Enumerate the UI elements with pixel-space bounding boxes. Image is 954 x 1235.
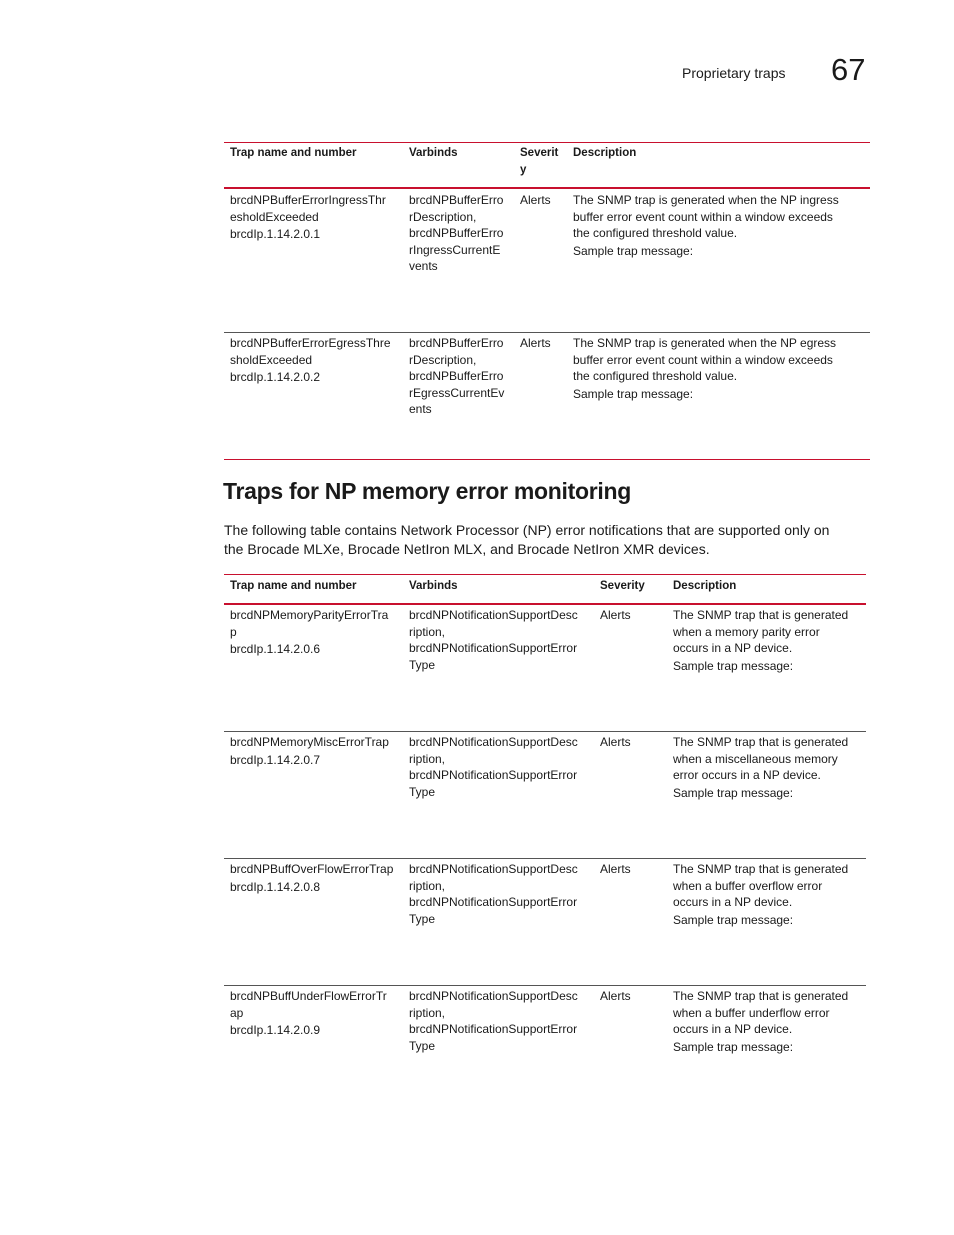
sample-trap-message-label: Sample trap message: (673, 785, 794, 800)
description-line: when a buffer overflow error (673, 878, 823, 893)
trap-name-cell (230, 988, 387, 1039)
varbind-line: Type (409, 657, 436, 672)
trap-name-line: brcdNPBufferErrorIngressThr (230, 193, 386, 207)
column-header-severity: Severity (600, 580, 645, 592)
trap-name-cell (230, 335, 391, 386)
trap-number: brcdIp.1.14.2.0.2 (230, 370, 321, 384)
description-cell (573, 192, 839, 259)
trap-number: brcdIp.1.14.2.0.6 (230, 642, 321, 656)
trap-name-line: sholdExceeded (230, 352, 313, 367)
varbind-line: brcdNPNotificationSupportError (409, 1022, 578, 1036)
table-row (224, 732, 866, 859)
varbind-line: brcdNPNotificationSupportError (409, 641, 578, 655)
intro-line: The following table contains Network Processor (NP) error notifications that are supported only on (224, 522, 830, 538)
trap-name-cell (230, 192, 386, 243)
column-header-name: Trap name and number (230, 147, 357, 159)
varbind-line: rEgressCurrentEv (409, 385, 505, 400)
header-line: Severit (520, 147, 559, 159)
header-line: y (520, 164, 527, 176)
trap-name-line: esholdExceeded (230, 209, 319, 224)
trap-name-line: brcdNPBufferErrorEgressThre (230, 336, 391, 350)
trap-name-cell (230, 607, 388, 658)
severity-cell: Alerts (520, 336, 551, 350)
varbind-line: ription, (409, 751, 446, 766)
chapter-number: 67 (831, 52, 866, 87)
trap-name-cell (230, 734, 389, 768)
varbind-line: rDescription, (409, 209, 477, 224)
description-line: The SNMP trap is generated when the NP ingress (573, 193, 839, 207)
varbind-line: ription, (409, 624, 446, 639)
description-line: when a miscellaneous memory (673, 751, 838, 766)
varbind-line: Type (409, 784, 436, 799)
varbinds-cell (409, 192, 503, 275)
varbinds-cell (409, 861, 578, 927)
column-header-severity (520, 145, 558, 179)
sample-trap-message-label: Sample trap message: (673, 1039, 794, 1054)
trap-name-line: brcdNPBuffUnderFlowErrorTr (230, 989, 387, 1003)
description-line: The SNMP trap that is generated (673, 735, 849, 749)
severity-cell: Alerts (600, 862, 631, 876)
sample-trap-message-label: Sample trap message: (573, 386, 694, 401)
column-header-description: Description (573, 147, 637, 159)
trap-name-line: ap (230, 1005, 244, 1020)
varbind-line: brcdNPNotificationSupportError (409, 895, 578, 909)
varbinds-cell (409, 335, 504, 418)
description-line: The SNMP trap is generated when the NP egress (573, 336, 837, 350)
varbind-line: rDescription, (409, 352, 477, 367)
varbind-line: Type (409, 911, 436, 926)
varbind-line: ents (409, 402, 432, 416)
description-line: occurs in a NP device. (673, 1022, 793, 1036)
description-line: The SNMP trap that is generated (673, 862, 849, 876)
description-cell (673, 988, 848, 1055)
trap-number: brcdIp.1.14.2.0.1 (230, 227, 321, 241)
sample-trap-message-label: Sample trap message: (573, 243, 694, 258)
trap-table-np-memory-errors (224, 574, 866, 1086)
varbind-line: brcdNPBufferErro (409, 369, 504, 383)
varbind-line: brcdNPBufferErro (409, 336, 504, 350)
sample-trap-message-label: Sample trap message: (673, 912, 794, 927)
description-line: when a buffer underflow error (673, 1005, 830, 1020)
severity-cell: Alerts (600, 608, 631, 622)
table-row (224, 859, 866, 986)
trap-name-cell (230, 861, 393, 895)
trap-number: brcdIp.1.14.2.0.8 (230, 879, 321, 894)
varbind-line: brcdNPBufferErro (409, 226, 504, 240)
varbind-line: brcdNPNotificationSupportDesc (409, 608, 578, 622)
severity-cell: Alerts (600, 989, 631, 1003)
trap-number: brcdIp.1.14.2.0.7 (230, 752, 321, 767)
column-header-name: Trap name and number (230, 580, 357, 592)
table-row (224, 605, 866, 732)
description-line: buffer error event count within a window exceeds (573, 352, 833, 367)
description-line: the configured threshold value. (573, 369, 738, 383)
varbind-line: brcdNPBufferErro (409, 193, 504, 207)
header-line: Varbinds (409, 147, 458, 159)
trap-number: brcdIp.1.14.2.0.9 (230, 1023, 321, 1037)
trap-name-line: brcdNPBuffOverFlowErrorTrap (230, 862, 394, 876)
table-row (224, 333, 870, 460)
sample-trap-message-label: Sample trap message: (673, 658, 794, 673)
description-line: the configured threshold value. (573, 226, 738, 240)
description-cell (573, 335, 836, 402)
trap-table-buffer-errors (224, 142, 870, 460)
varbind-line: rIngressCurrentE (409, 242, 501, 257)
column-header-varbinds: Varbinds (409, 580, 458, 592)
description-line: when a memory parity error (673, 624, 820, 639)
varbind-line: ription, (409, 1005, 446, 1020)
trap-name-line: brcdNPMemoryMiscErrorTrap (230, 735, 389, 749)
severity-cell: Alerts (600, 735, 631, 749)
trap-name-line: brcdNPMemoryParityErrorTra (230, 608, 389, 622)
description-line: occurs in a NP device. (673, 895, 793, 909)
varbinds-cell (409, 607, 578, 673)
description-cell (673, 861, 848, 928)
table-header-row (224, 574, 866, 605)
header-section-title: Proprietary traps (682, 65, 786, 81)
intro-line: the Brocade MLXe, Brocade NetIron MLX, and Brocade NetIron XMR devices. (224, 541, 710, 557)
description-cell (673, 734, 848, 801)
varbind-line: Type (409, 1038, 436, 1053)
varbind-line: ription, (409, 878, 446, 893)
column-header-varbinds (409, 145, 458, 162)
description-line: error occurs in a NP device. (673, 768, 821, 782)
description-line: The SNMP trap that is generated (673, 989, 849, 1003)
description-line: The SNMP trap that is generated (673, 608, 849, 622)
varbind-line: brcdNPNotificationSupportDesc (409, 989, 578, 1003)
varbind-line: vents (409, 259, 438, 273)
description-cell (673, 607, 848, 674)
section-heading: Traps for NP memory error monitoring (223, 478, 631, 504)
description-line: buffer error event count within a window exceeds (573, 209, 833, 224)
section-intro-paragraph (224, 521, 829, 559)
trap-name-line: p (230, 624, 237, 639)
column-header-description: Description (673, 580, 737, 592)
varbind-line: brcdNPNotificationSupportDesc (409, 735, 578, 749)
varbind-line: brcdNPNotificationSupportError (409, 768, 578, 782)
description-line: occurs in a NP device. (673, 641, 793, 655)
table-row (224, 189, 870, 333)
table-row (224, 986, 866, 1086)
severity-cell: Alerts (520, 193, 551, 207)
varbinds-cell (409, 734, 578, 800)
varbinds-cell (409, 988, 578, 1054)
table-header-row (224, 142, 870, 189)
varbind-line: brcdNPNotificationSupportDesc (409, 862, 578, 876)
